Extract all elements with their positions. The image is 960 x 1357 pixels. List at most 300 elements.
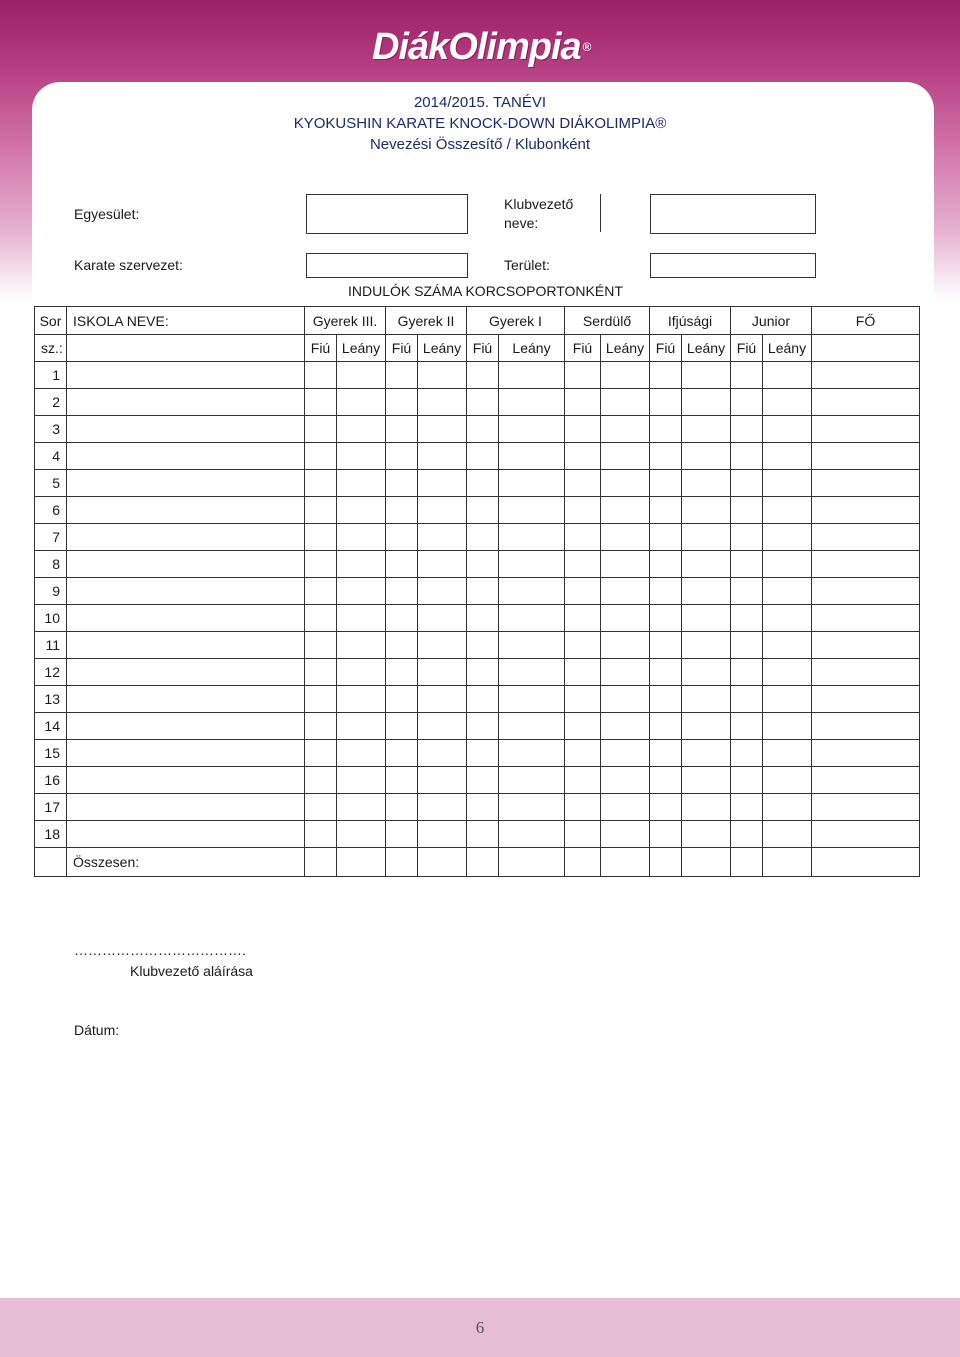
- count-cell[interactable]: [337, 470, 386, 497]
- count-cell[interactable]: [499, 416, 565, 443]
- count-cell[interactable]: [418, 767, 467, 794]
- school-name-cell[interactable]: [67, 524, 305, 551]
- count-cell[interactable]: [418, 659, 467, 686]
- count-cell[interactable]: [650, 767, 682, 794]
- count-cell[interactable]: [601, 686, 650, 713]
- count-cell[interactable]: [565, 443, 601, 470]
- count-cell[interactable]: [499, 524, 565, 551]
- count-cell[interactable]: [731, 362, 763, 389]
- count-cell[interactable]: [418, 605, 467, 632]
- count-cell[interactable]: [682, 497, 731, 524]
- count-cell[interactable]: [305, 524, 337, 551]
- count-cell[interactable]: [337, 524, 386, 551]
- karate-szervezet-field[interactable]: [306, 253, 468, 278]
- total-count-cell[interactable]: [386, 848, 418, 877]
- school-name-cell[interactable]: [67, 551, 305, 578]
- count-cell[interactable]: [305, 389, 337, 416]
- count-cell[interactable]: [565, 578, 601, 605]
- count-cell[interactable]: [731, 794, 763, 821]
- count-cell[interactable]: [337, 794, 386, 821]
- count-cell[interactable]: [467, 713, 499, 740]
- count-cell[interactable]: [337, 821, 386, 848]
- count-cell[interactable]: [763, 416, 812, 443]
- count-cell[interactable]: [337, 497, 386, 524]
- count-cell[interactable]: [305, 794, 337, 821]
- count-cell[interactable]: [601, 416, 650, 443]
- count-cell[interactable]: [499, 740, 565, 767]
- table-row: [35, 470, 920, 497]
- count-cell[interactable]: [650, 389, 682, 416]
- count-cell[interactable]: [337, 416, 386, 443]
- row-number: 10: [35, 605, 67, 632]
- gender-header: Leány: [499, 335, 565, 362]
- count-cell[interactable]: [337, 389, 386, 416]
- count-cell[interactable]: [682, 362, 731, 389]
- count-cell[interactable]: [650, 470, 682, 497]
- count-cell[interactable]: [601, 578, 650, 605]
- header-row-gender: [35, 335, 920, 362]
- count-cell[interactable]: [682, 578, 731, 605]
- count-cell[interactable]: [467, 686, 499, 713]
- count-cell[interactable]: [601, 605, 650, 632]
- school-name-cell[interactable]: [67, 416, 305, 443]
- count-cell[interactable]: [305, 443, 337, 470]
- count-cell[interactable]: [467, 632, 499, 659]
- count-cell[interactable]: [682, 659, 731, 686]
- school-name-cell[interactable]: [67, 686, 305, 713]
- count-cell[interactable]: [731, 740, 763, 767]
- count-cell[interactable]: [499, 713, 565, 740]
- count-cell[interactable]: [650, 686, 682, 713]
- count-cell[interactable]: [565, 362, 601, 389]
- count-cell[interactable]: [305, 767, 337, 794]
- fo-cell[interactable]: [812, 416, 920, 443]
- count-cell[interactable]: [418, 740, 467, 767]
- fo-cell[interactable]: [812, 632, 920, 659]
- school-name-cell[interactable]: [67, 389, 305, 416]
- count-cell[interactable]: [565, 659, 601, 686]
- school-name-cell[interactable]: [67, 713, 305, 740]
- count-cell[interactable]: [386, 416, 418, 443]
- count-cell[interactable]: [682, 713, 731, 740]
- count-cell[interactable]: [731, 767, 763, 794]
- count-cell[interactable]: [650, 713, 682, 740]
- count-cell[interactable]: [601, 740, 650, 767]
- count-cell[interactable]: [565, 632, 601, 659]
- count-cell[interactable]: [763, 686, 812, 713]
- total-fo-cell[interactable]: [812, 848, 920, 877]
- count-cell[interactable]: [467, 497, 499, 524]
- count-cell[interactable]: [731, 605, 763, 632]
- count-cell[interactable]: [565, 416, 601, 443]
- count-cell[interactable]: [386, 686, 418, 713]
- count-cell[interactable]: [682, 794, 731, 821]
- date-label: Dátum:: [74, 1022, 120, 1038]
- school-name-cell[interactable]: [67, 605, 305, 632]
- count-cell[interactable]: [305, 713, 337, 740]
- count-cell[interactable]: [763, 659, 812, 686]
- count-cell[interactable]: [499, 578, 565, 605]
- count-cell[interactable]: [386, 794, 418, 821]
- entry-table: [34, 306, 920, 877]
- count-cell[interactable]: [386, 605, 418, 632]
- count-cell[interactable]: [650, 551, 682, 578]
- count-cell[interactable]: [386, 470, 418, 497]
- count-cell[interactable]: [305, 578, 337, 605]
- count-cell[interactable]: [499, 659, 565, 686]
- count-cell[interactable]: [731, 389, 763, 416]
- count-cell[interactable]: [305, 740, 337, 767]
- fo-cell[interactable]: [812, 551, 920, 578]
- count-cell[interactable]: [763, 389, 812, 416]
- count-cell[interactable]: [467, 389, 499, 416]
- row-number: 2: [35, 389, 67, 416]
- count-cell[interactable]: [337, 443, 386, 470]
- count-cell[interactable]: [682, 767, 731, 794]
- count-cell[interactable]: [337, 740, 386, 767]
- count-cell[interactable]: [650, 578, 682, 605]
- count-cell[interactable]: [763, 767, 812, 794]
- count-cell[interactable]: [682, 470, 731, 497]
- school-name-cell[interactable]: [67, 767, 305, 794]
- count-cell[interactable]: [499, 389, 565, 416]
- count-cell[interactable]: [499, 632, 565, 659]
- count-cell[interactable]: [682, 551, 731, 578]
- count-cell[interactable]: [763, 794, 812, 821]
- count-cell[interactable]: [305, 551, 337, 578]
- count-cell[interactable]: [650, 605, 682, 632]
- school-name-cell[interactable]: [67, 632, 305, 659]
- count-cell[interactable]: [565, 497, 601, 524]
- count-cell[interactable]: [601, 821, 650, 848]
- age-group-header: Serdülő: [565, 307, 650, 335]
- count-cell[interactable]: [601, 470, 650, 497]
- count-cell[interactable]: [467, 767, 499, 794]
- count-cell[interactable]: [305, 416, 337, 443]
- count-cell[interactable]: [418, 389, 467, 416]
- count-cell[interactable]: [418, 524, 467, 551]
- count-cell[interactable]: [601, 524, 650, 551]
- count-cell[interactable]: [337, 578, 386, 605]
- count-cell[interactable]: [682, 443, 731, 470]
- school-name-cell[interactable]: [67, 821, 305, 848]
- count-cell[interactable]: [499, 794, 565, 821]
- count-cell[interactable]: [763, 362, 812, 389]
- total-count-cell[interactable]: [763, 848, 812, 877]
- count-cell[interactable]: [763, 713, 812, 740]
- count-cell[interactable]: [386, 740, 418, 767]
- count-cell[interactable]: [418, 686, 467, 713]
- count-cell[interactable]: [467, 821, 499, 848]
- count-cell[interactable]: [467, 551, 499, 578]
- count-cell[interactable]: [763, 740, 812, 767]
- count-cell[interactable]: [565, 686, 601, 713]
- count-cell[interactable]: [499, 443, 565, 470]
- gender-header: Leány: [418, 335, 467, 362]
- school-header: ISKOLA NEVE:: [67, 307, 305, 335]
- count-cell[interactable]: [763, 605, 812, 632]
- count-cell[interactable]: [386, 443, 418, 470]
- count-cell[interactable]: [650, 632, 682, 659]
- count-cell[interactable]: [499, 686, 565, 713]
- count-cell[interactable]: [418, 578, 467, 605]
- count-cell[interactable]: [499, 470, 565, 497]
- count-cell[interactable]: [305, 659, 337, 686]
- fo-cell[interactable]: [812, 740, 920, 767]
- count-cell[interactable]: [467, 470, 499, 497]
- age-group-header: Gyerek II: [386, 307, 467, 335]
- count-cell[interactable]: [418, 794, 467, 821]
- table-row: [35, 551, 920, 578]
- fo-cell[interactable]: [812, 605, 920, 632]
- count-cell[interactable]: [731, 578, 763, 605]
- count-cell[interactable]: [565, 470, 601, 497]
- count-cell[interactable]: [337, 551, 386, 578]
- table-row: [35, 497, 920, 524]
- count-cell[interactable]: [565, 524, 601, 551]
- count-cell[interactable]: [337, 713, 386, 740]
- count-cell[interactable]: [499, 497, 565, 524]
- signature-label: Klubvezető aláírása: [130, 963, 253, 979]
- count-cell[interactable]: [467, 443, 499, 470]
- school-name-cell[interactable]: [67, 362, 305, 389]
- school-name-cell[interactable]: [67, 497, 305, 524]
- count-cell[interactable]: [418, 362, 467, 389]
- count-cell[interactable]: [386, 713, 418, 740]
- count-cell[interactable]: [650, 659, 682, 686]
- count-cell[interactable]: [601, 362, 650, 389]
- fo-cell[interactable]: [812, 362, 920, 389]
- count-cell[interactable]: [731, 821, 763, 848]
- count-cell[interactable]: [565, 713, 601, 740]
- total-count-cell[interactable]: [565, 848, 601, 877]
- row-number: 17: [35, 794, 67, 821]
- egyesulet-field[interactable]: [306, 194, 468, 234]
- count-cell[interactable]: [731, 659, 763, 686]
- school-name-cell[interactable]: [67, 659, 305, 686]
- count-cell[interactable]: [305, 821, 337, 848]
- count-cell[interactable]: [763, 821, 812, 848]
- count-cell[interactable]: [386, 632, 418, 659]
- count-cell[interactable]: [337, 686, 386, 713]
- count-cell[interactable]: [499, 605, 565, 632]
- count-cell[interactable]: [601, 767, 650, 794]
- count-cell[interactable]: [682, 389, 731, 416]
- fo-cell[interactable]: [812, 713, 920, 740]
- total-count-cell[interactable]: [499, 848, 565, 877]
- count-cell[interactable]: [418, 821, 467, 848]
- count-cell[interactable]: [305, 497, 337, 524]
- total-count-cell[interactable]: [467, 848, 499, 877]
- count-cell[interactable]: [731, 470, 763, 497]
- count-cell[interactable]: [731, 443, 763, 470]
- fo-cell[interactable]: [812, 443, 920, 470]
- table-row: [35, 416, 920, 443]
- count-cell[interactable]: [601, 497, 650, 524]
- count-cell[interactable]: [682, 740, 731, 767]
- count-cell[interactable]: [499, 362, 565, 389]
- count-cell[interactable]: [386, 389, 418, 416]
- count-cell[interactable]: [565, 794, 601, 821]
- age-group-header: Ifjúsági: [650, 307, 731, 335]
- total-count-cell[interactable]: [601, 848, 650, 877]
- count-cell[interactable]: [337, 362, 386, 389]
- count-cell[interactable]: [467, 416, 499, 443]
- count-cell[interactable]: [731, 551, 763, 578]
- count-cell[interactable]: [650, 443, 682, 470]
- count-cell[interactable]: [682, 632, 731, 659]
- count-cell[interactable]: [763, 578, 812, 605]
- count-cell[interactable]: [650, 362, 682, 389]
- sz-header: sz.:: [35, 335, 67, 362]
- total-count-cell[interactable]: [650, 848, 682, 877]
- count-cell[interactable]: [565, 389, 601, 416]
- table-row: [35, 605, 920, 632]
- count-cell[interactable]: [601, 794, 650, 821]
- row-number: 11: [35, 632, 67, 659]
- count-cell[interactable]: [565, 740, 601, 767]
- count-cell[interactable]: [467, 605, 499, 632]
- count-cell[interactable]: [337, 659, 386, 686]
- count-cell[interactable]: [763, 551, 812, 578]
- count-cell[interactable]: [682, 605, 731, 632]
- count-cell[interactable]: [601, 713, 650, 740]
- count-cell[interactable]: [418, 551, 467, 578]
- school-name-cell[interactable]: [67, 470, 305, 497]
- terulet-field[interactable]: [650, 253, 816, 278]
- gender-header: Leány: [601, 335, 650, 362]
- fo-cell[interactable]: [812, 821, 920, 848]
- count-cell[interactable]: [467, 362, 499, 389]
- count-cell[interactable]: [386, 659, 418, 686]
- count-cell[interactable]: [682, 686, 731, 713]
- egyesulet-label: Egyesület:: [74, 206, 140, 222]
- table-row: [35, 821, 920, 848]
- count-cell[interactable]: [601, 659, 650, 686]
- count-cell[interactable]: [763, 632, 812, 659]
- count-cell[interactable]: [386, 821, 418, 848]
- count-cell[interactable]: [763, 470, 812, 497]
- fo-cell[interactable]: [812, 470, 920, 497]
- count-cell[interactable]: [467, 740, 499, 767]
- count-cell[interactable]: [386, 767, 418, 794]
- count-cell[interactable]: [601, 443, 650, 470]
- school-name-cell[interactable]: [67, 740, 305, 767]
- count-cell[interactable]: [305, 686, 337, 713]
- count-cell[interactable]: [418, 443, 467, 470]
- row-number: 13: [35, 686, 67, 713]
- fo-cell[interactable]: [812, 686, 920, 713]
- count-cell[interactable]: [682, 524, 731, 551]
- count-cell[interactable]: [601, 389, 650, 416]
- count-cell[interactable]: [386, 497, 418, 524]
- count-cell[interactable]: [601, 551, 650, 578]
- count-cell[interactable]: [467, 578, 499, 605]
- header-row-age-groups: [35, 307, 920, 335]
- count-cell[interactable]: [305, 362, 337, 389]
- count-cell[interactable]: [650, 524, 682, 551]
- fo-cell[interactable]: [812, 497, 920, 524]
- count-cell[interactable]: [386, 362, 418, 389]
- fo-cell[interactable]: [812, 794, 920, 821]
- count-cell[interactable]: [337, 605, 386, 632]
- count-cell[interactable]: [682, 416, 731, 443]
- total-count-cell[interactable]: [418, 848, 467, 877]
- count-cell[interactable]: [337, 767, 386, 794]
- total-count-cell[interactable]: [731, 848, 763, 877]
- total-count-cell[interactable]: [337, 848, 386, 877]
- count-cell[interactable]: [650, 794, 682, 821]
- fo-cell[interactable]: [812, 767, 920, 794]
- count-cell[interactable]: [418, 713, 467, 740]
- count-cell[interactable]: [731, 686, 763, 713]
- school-name-cell[interactable]: [67, 578, 305, 605]
- entry-table-wrap: [34, 306, 920, 877]
- total-count-cell[interactable]: [682, 848, 731, 877]
- count-cell[interactable]: [763, 497, 812, 524]
- count-cell[interactable]: [386, 551, 418, 578]
- fo-cell[interactable]: [812, 659, 920, 686]
- count-cell[interactable]: [418, 416, 467, 443]
- count-cell[interactable]: [763, 443, 812, 470]
- count-cell[interactable]: [731, 524, 763, 551]
- count-cell[interactable]: [337, 632, 386, 659]
- count-cell[interactable]: [601, 632, 650, 659]
- count-cell[interactable]: [305, 632, 337, 659]
- school-name-cell[interactable]: [67, 443, 305, 470]
- total-label: Összesen:: [67, 848, 305, 877]
- count-cell[interactable]: [418, 497, 467, 524]
- klubvezeto-field[interactable]: [650, 194, 816, 234]
- count-cell[interactable]: [650, 497, 682, 524]
- klubvezeto-label-2: neve:: [504, 215, 539, 231]
- count-cell[interactable]: [682, 821, 731, 848]
- count-cell[interactable]: [565, 605, 601, 632]
- count-cell[interactable]: [650, 416, 682, 443]
- count-cell[interactable]: [731, 632, 763, 659]
- count-cell[interactable]: [650, 740, 682, 767]
- count-cell[interactable]: [305, 605, 337, 632]
- count-cell[interactable]: [650, 821, 682, 848]
- count-cell[interactable]: [467, 794, 499, 821]
- count-cell[interactable]: [565, 767, 601, 794]
- count-cell[interactable]: [731, 497, 763, 524]
- count-cell[interactable]: [731, 416, 763, 443]
- count-cell[interactable]: [386, 524, 418, 551]
- count-cell[interactable]: [565, 551, 601, 578]
- row-number: 3: [35, 416, 67, 443]
- fo-cell[interactable]: [812, 578, 920, 605]
- count-cell[interactable]: [565, 821, 601, 848]
- count-cell[interactable]: [386, 578, 418, 605]
- count-cell[interactable]: [763, 524, 812, 551]
- count-cell[interactable]: [418, 470, 467, 497]
- count-cell[interactable]: [418, 632, 467, 659]
- total-count-cell[interactable]: [305, 848, 337, 877]
- count-cell[interactable]: [467, 659, 499, 686]
- fo-cell[interactable]: [812, 389, 920, 416]
- count-cell[interactable]: [467, 524, 499, 551]
- school-name-cell[interactable]: [67, 794, 305, 821]
- table-row: [35, 794, 920, 821]
- count-cell[interactable]: [305, 470, 337, 497]
- table-row: [35, 578, 920, 605]
- count-cell[interactable]: [499, 821, 565, 848]
- count-cell[interactable]: [499, 551, 565, 578]
- count-cell[interactable]: [499, 767, 565, 794]
- count-cell[interactable]: [731, 713, 763, 740]
- fo-cell[interactable]: [812, 524, 920, 551]
